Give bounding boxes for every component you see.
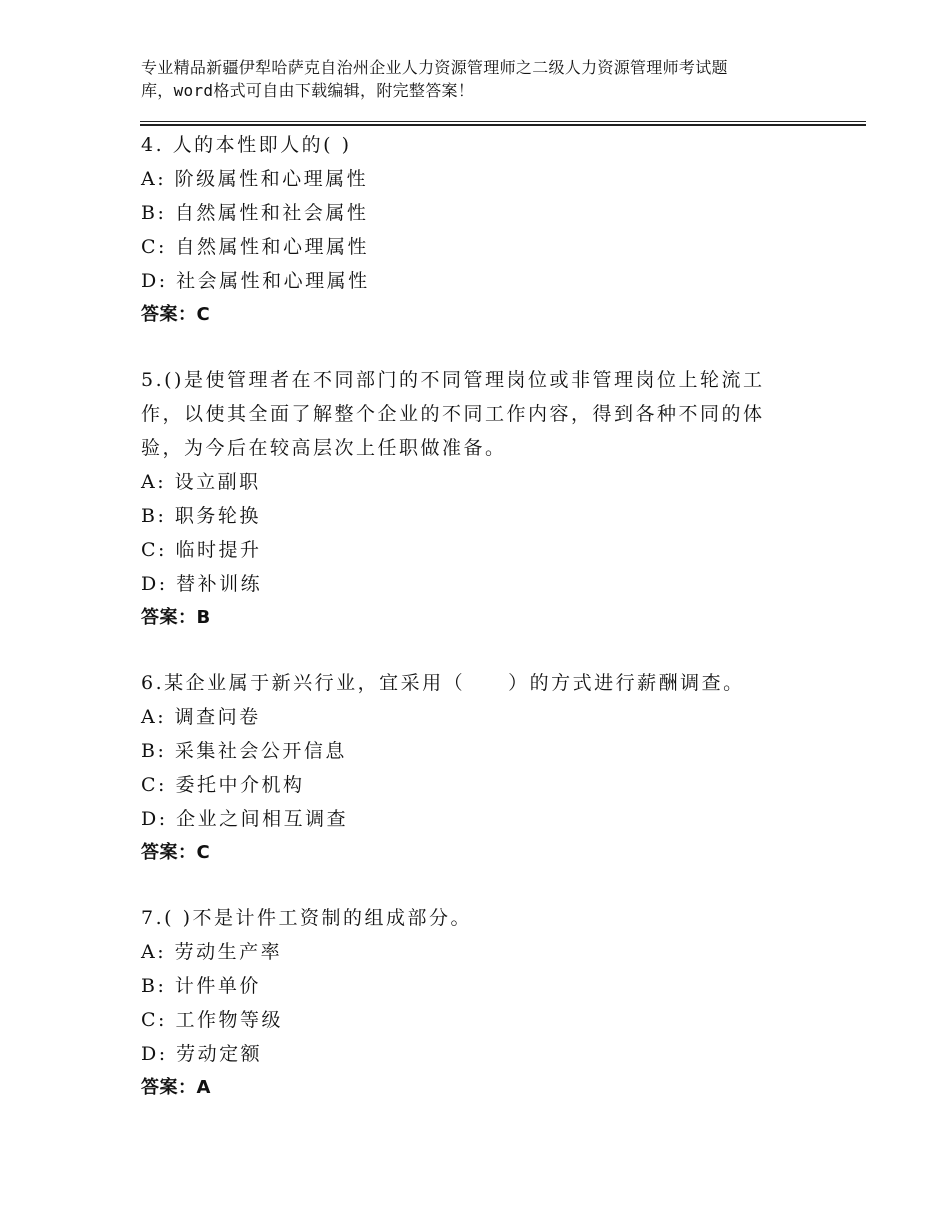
question-4 bbox=[141, 128, 801, 332]
header-title-line-1: 专业精品新疆伊犁哈萨克自治州企业人力资源管理师之二级人力资源管理师考试题 bbox=[141, 58, 728, 77]
answer-value: C bbox=[196, 304, 211, 325]
option-a: A: 劳动生产率 bbox=[141, 941, 283, 963]
header-title-line-2: 库，word格式可自由下载编辑，附完整答案！ bbox=[141, 81, 475, 100]
option-c: C: 临时提升 bbox=[141, 539, 262, 561]
answer-value: B bbox=[196, 607, 211, 628]
option-b: B: 职务轮换 bbox=[141, 505, 261, 527]
option-b: B: 计件单价 bbox=[141, 975, 261, 997]
answer-label: 答案： bbox=[141, 607, 197, 628]
answer-value: A bbox=[196, 1077, 211, 1098]
question-6 bbox=[141, 666, 801, 870]
header-divider bbox=[140, 121, 866, 126]
answer-label: 答案： bbox=[141, 842, 197, 863]
question-stem: 4. 人的本性即人的( ) bbox=[141, 134, 352, 156]
question-5 bbox=[141, 363, 801, 635]
option-d: D: 劳动定额 bbox=[141, 1043, 263, 1065]
answer-label: 答案： bbox=[141, 304, 197, 325]
question-stem: 作，以使其全面了解整个企业的不同工作内容，得到各种不同的体 bbox=[141, 403, 765, 425]
option-d: D: 企业之间相互调查 bbox=[141, 808, 349, 830]
answer-line bbox=[141, 298, 801, 332]
answer-value: C bbox=[196, 842, 211, 863]
answer-label: 答案： bbox=[141, 1077, 197, 1098]
answer-line bbox=[141, 601, 801, 635]
document-header bbox=[141, 56, 831, 102]
question-stem: 5.()是使管理者在不同部门的不同管理岗位或非管理岗位上轮流工 bbox=[141, 369, 765, 391]
question-stem: 7.( )不是计件工资制的组成部分。 bbox=[141, 907, 472, 929]
option-b: B: 采集社会公开信息 bbox=[141, 740, 347, 762]
option-b: B: 自然属性和社会属性 bbox=[141, 202, 369, 224]
answer-line bbox=[141, 1071, 801, 1105]
question-list bbox=[141, 128, 801, 1136]
option-d: D: 替补训练 bbox=[141, 573, 263, 595]
option-c: C: 委托中介机构 bbox=[141, 774, 305, 796]
option-a: A: 调查问卷 bbox=[141, 706, 261, 728]
question-stem: 验，为今后在较高层次上任职做准备。 bbox=[141, 437, 507, 459]
question-stem: 6.某企业属于新兴行业，宜采用（ ）的方式进行薪酬调查。 bbox=[141, 672, 745, 694]
option-c: C: 工作物等级 bbox=[141, 1009, 283, 1031]
option-a: A: 设立副职 bbox=[141, 471, 261, 493]
question-7 bbox=[141, 901, 801, 1105]
option-a: A: 阶级属性和心理属性 bbox=[141, 168, 369, 190]
option-c: C: 自然属性和心理属性 bbox=[141, 236, 369, 258]
answer-line bbox=[141, 836, 801, 870]
option-d: D: 社会属性和心理属性 bbox=[141, 270, 370, 292]
